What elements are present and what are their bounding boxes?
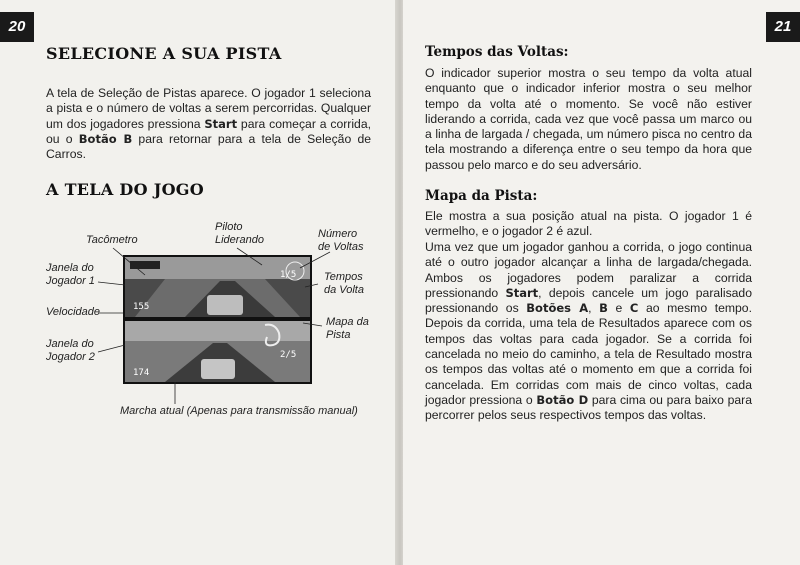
label-player2-window: Janela do Jogador 2: [46, 338, 95, 363]
lap-times-paragraph: O indicador superior mostra o seu tempo da volta atual enquanto que o indicador inferior mostra o seu melhor tempo da volta até o momento. Se você não estiver liderando a corrida, cada vez que você passa um marco ou a linha de largada / chegada, um número pisca no centro da tela mostrando a diferença entre o seu tempo da hora que passou pelo marco e do seu adversário.: [425, 66, 752, 172]
track-map-paragraph-2: Uma vez que um jogador ganhou a corrida, o jogo continua até o outro jogador alcançar a linha de largada/chegada. Ambos os jogadores podem paralizar a corrida pressionando Start, depois cancele um jogo paralisado pressionando os Botões A, B e C ao mesmo tempo. Depois da corrida, uma tela de Resultados aparece com os tempos das voltas para cada jogador. Se a corrida foi cancelada no meio do caminho, a tela de Resultado mostra os tempos das voltas até o momento em que a corrida foi cancelada. Em corridas com mais de cinco voltas, cada jogador pressiona o Botão D para cima ou para baixo para percorrer pelos seus respectivos tempos das voltas.: [425, 240, 753, 423]
page-number-right: 21: [766, 12, 800, 42]
heading-select-track: SELECIONE A SUA PISTA: [46, 44, 282, 63]
hud-speed-bottom: 174: [133, 368, 150, 378]
heading-track-map: Mapa da Pista:: [425, 188, 538, 204]
label-player1-window: Janela do Jogador 1: [46, 262, 95, 287]
label-track-map: Mapa da Pista: [326, 316, 369, 341]
label-speed: Velocidade: [46, 306, 101, 318]
hud-speed-top: 155: [133, 302, 150, 312]
label-leading-driver: Piloto Liderando: [215, 221, 264, 246]
label-lap-number: Número de Voltas: [318, 228, 364, 253]
track-map-paragraph-1: Ele mostra a sua posição atual na pista. O jogador 1 é vermelho, e o jogador 2 é azul.: [425, 209, 752, 239]
select-track-paragraph: A tela de Seleção de Pistas aparece. O jogador 1 seleciona a pista e o número de voltas a serem percorridas. Qualquer um dos jogadores pressiona Start para começar a corrida, ou o Botão B para retornar para a tela de Seleção de Carros.: [46, 86, 372, 162]
label-lap-times: Tempos da Volta: [324, 271, 364, 296]
left-page: [0, 0, 397, 565]
heading-lap-times: Tempos das Voltas:: [425, 44, 569, 60]
label-tachometer: Tacômetro: [86, 234, 138, 246]
page-number-left: 20: [0, 12, 34, 42]
hud-lap-top: 1/5: [280, 270, 297, 280]
heading-game-screen: A TELA DO JOGO: [46, 180, 205, 199]
right-page: [403, 0, 800, 565]
hud-lap-bottom: 2/5: [280, 350, 297, 360]
label-current-gear: Marcha atual (Apenas para transmissão manual): [120, 405, 358, 417]
